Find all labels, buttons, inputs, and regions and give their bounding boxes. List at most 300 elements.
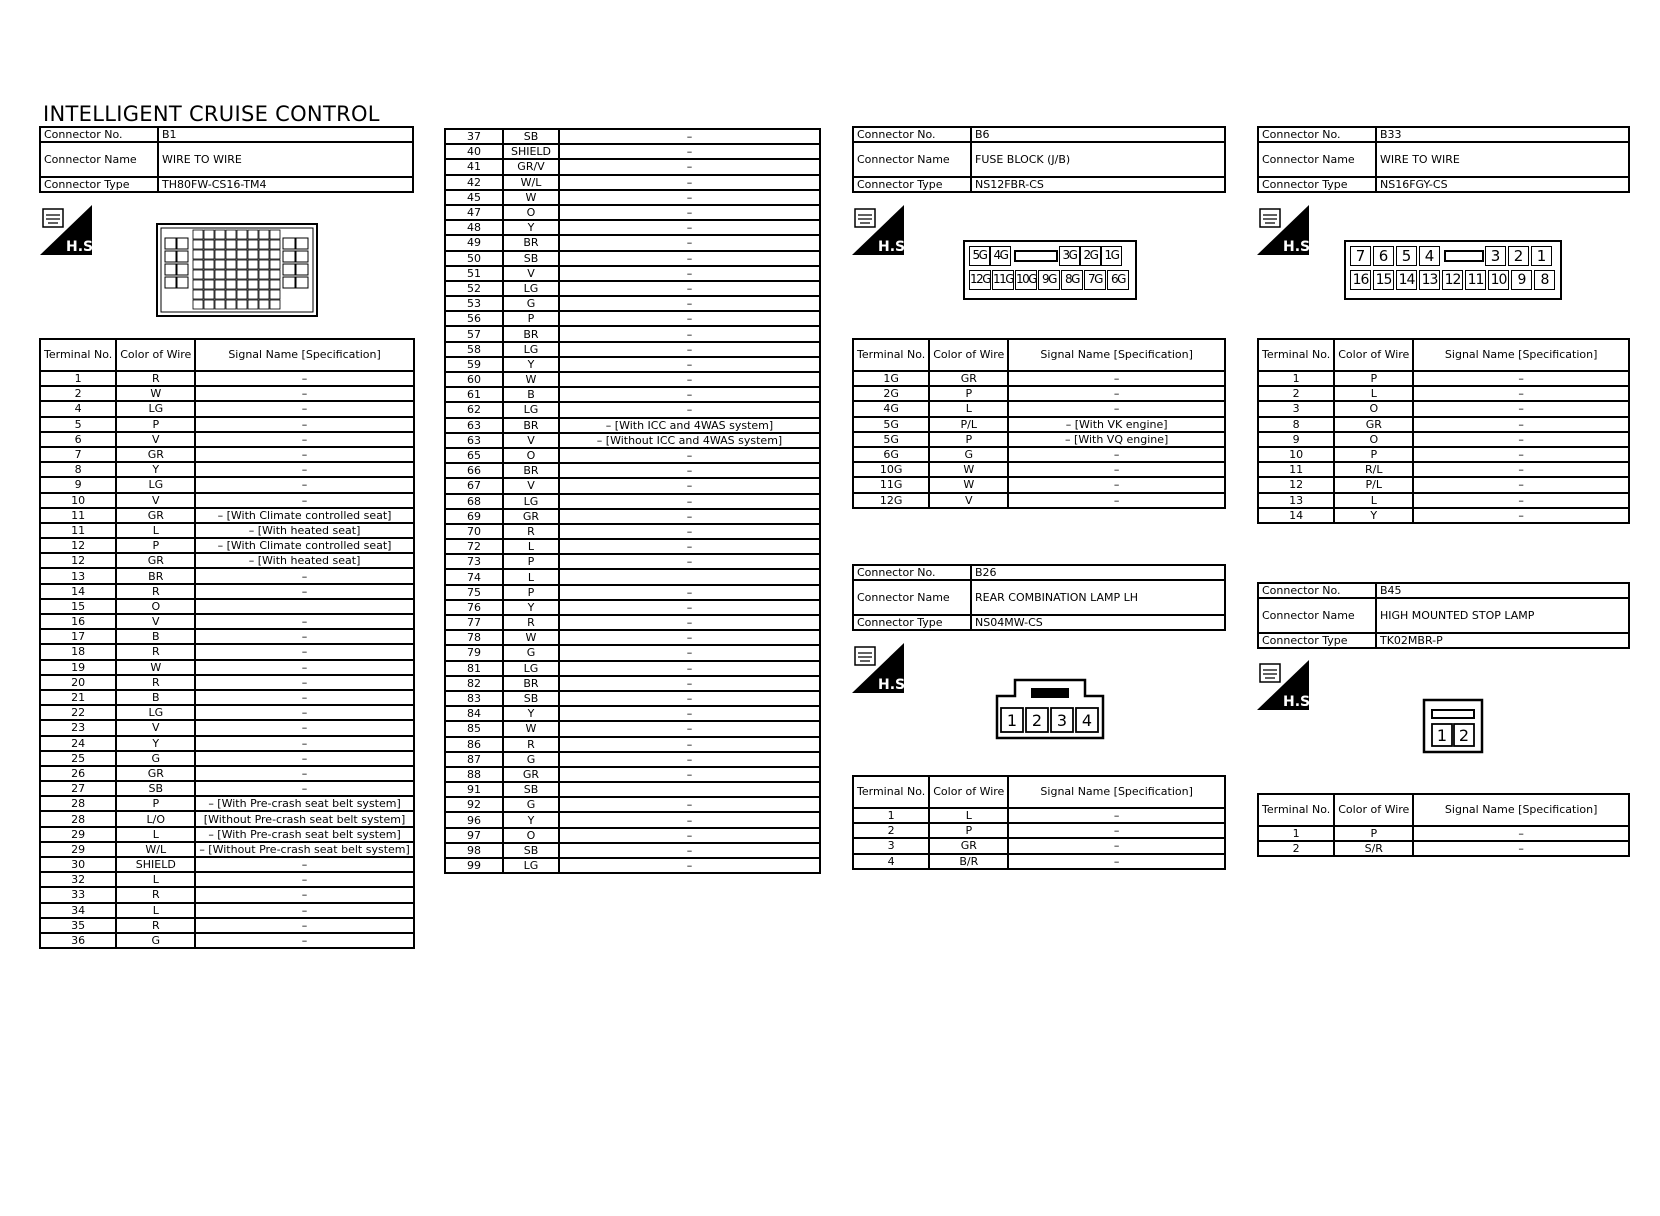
pin-cavity [270,240,280,249]
signal-name: – [559,737,820,752]
signal-name: – [1413,841,1629,856]
pin-cavity [193,300,203,309]
pin-label: 2 [1031,711,1043,730]
wire-color: L [503,539,559,554]
label-connector-no: Connector No. [853,127,971,142]
pin-label: 3 [1056,711,1068,730]
signal-name: – [195,386,413,401]
pin-cell: 16 [1350,270,1371,290]
signal-name: – [559,311,820,326]
label-connector-no: Connector No. [40,127,158,142]
pin-cell: 10G [1015,270,1037,290]
terminal-no: 5G [853,432,929,447]
terminal-row [445,767,820,782]
terminal-row [445,569,820,584]
signal-name: – [559,615,820,630]
wire-color: Y [503,600,559,615]
terminal-row [40,766,414,781]
label-connector-name: Connector Name [853,142,971,177]
header-color-of-wire: Color of Wire [929,776,1008,808]
terminal-row [40,493,414,508]
signal-name: – [559,509,820,524]
terminal-no: 4G [853,401,929,416]
signal-name: – [With Climate controlled seat] [195,538,413,553]
terminal-row [40,447,414,462]
pin-cavity [165,277,176,288]
pin-cavity [204,270,214,279]
signal-name: – [195,872,413,887]
terminal-no: 1 [853,808,929,823]
terminal-row [445,296,820,311]
terminal-no: 99 [445,858,503,873]
pin-cavity [226,290,236,299]
terminal-no: 76 [445,600,503,615]
pin-cavity [204,280,214,289]
terminal-no: 56 [445,311,503,326]
signal-name: – [195,720,413,735]
terminal-no: 25 [40,751,116,766]
pin-cell: 11 [1465,270,1486,290]
terminal-row [40,614,414,629]
wire-color: LG [116,705,195,720]
terminal-row [445,235,820,250]
terminal-no: 35 [40,918,116,933]
terminal-no: 81 [445,661,503,676]
pin-cavity [226,230,236,239]
wire-color: O [503,205,559,220]
pin-label: 2 [1458,726,1470,745]
terminal-no: 45 [445,190,503,205]
terminal-no: 19 [40,660,116,675]
terminal-row [1258,841,1629,856]
label-connector-no: Connector No. [853,565,971,580]
wire-color: O [1334,432,1413,447]
pin-cavity [296,251,308,262]
signal-name: – [With ICC and 4WAS system] [559,418,820,433]
wire-color: P [116,796,195,811]
terminal-no: 47 [445,205,503,220]
signal-name: – [559,159,820,174]
pin-cavity [248,260,258,269]
signal-name: – [With heated seat] [195,553,413,568]
terminal-row [1258,826,1629,841]
terminal-no: 3 [1258,401,1334,416]
wire-color: GR [116,508,195,523]
terminal-row [445,357,820,372]
b1-terminal-table-1 [39,338,415,949]
label-connector-no: Connector No. [1258,127,1376,142]
b1-terminal-table-2 [444,128,821,874]
terminal-row [445,372,820,387]
terminal-row [445,494,820,509]
wire-color: GR [116,447,195,462]
label-connector-type: Connector Type [853,177,971,192]
pin-cavity [177,238,188,249]
b33-connector-face [1344,240,1562,300]
signal-name: – [559,326,820,341]
terminal-no: 36 [40,933,116,948]
terminal-row [40,811,414,826]
terminal-no: 27 [40,781,116,796]
pin-cavity [283,277,295,288]
terminal-no: 79 [445,645,503,660]
wire-color: R [116,887,195,902]
wire-color: GR [929,371,1008,386]
signal-name: – [559,539,820,554]
pin-cavity [283,238,295,249]
pin-cell: 1G [1101,246,1122,266]
terminal-row [1258,508,1629,523]
signal-name [195,599,413,614]
pin-cavity [165,264,176,275]
pin-cell: 9 [1511,270,1532,290]
pin-cell: 9G [1038,270,1060,290]
pin-cell: 15 [1373,270,1394,290]
signal-name: – [195,493,413,508]
pin-cavity [296,238,308,249]
signal-name: – [195,675,413,690]
signal-name: – [1413,462,1629,477]
signal-name: – [195,447,413,462]
terminal-row [445,326,820,341]
hs-label: H.S. [878,677,911,693]
pin-cavity [215,290,225,299]
signal-name: – [With Pre-crash seat belt system] [195,796,413,811]
b26-connector-name: REAR COMBINATION LAMP LH [971,580,1225,615]
wire-color: Y [116,462,195,477]
pin-label: 1 [1436,726,1448,745]
wire-color: Y [503,357,559,372]
terminal-row [40,903,414,918]
terminal-no: 22 [40,705,116,720]
terminal-row [853,417,1225,432]
pin-cavity [237,300,247,309]
terminal-row [853,401,1225,416]
pin-cell: 7G [1084,270,1106,290]
terminal-no: 8 [1258,417,1334,432]
header-terminal-no: Terminal No. [1258,794,1334,826]
b26-connector-face [995,678,1105,740]
wire-color: R [116,644,195,659]
pin-cavity [204,230,214,239]
terminal-row [853,838,1225,853]
terminal-no: 11 [1258,462,1334,477]
label-connector-type: Connector Type [1258,177,1376,192]
wire-color: W [503,630,559,645]
terminal-row [40,857,414,872]
wire-color: BR [116,568,195,583]
terminal-row [445,190,820,205]
pin-cavity [237,260,247,269]
pin-cavity [226,260,236,269]
terminal-row [445,812,820,827]
pin-cavity [215,300,225,309]
terminal-row [445,600,820,615]
terminal-row [40,401,414,416]
terminal-no: 2 [1258,386,1334,401]
signal-name: – [559,144,820,159]
wire-color: LG [503,342,559,357]
terminal-row [445,387,820,402]
terminal-no: 87 [445,752,503,767]
signal-name: – [1008,477,1225,492]
pin-cavity [296,277,308,288]
terminal-no: 50 [445,251,503,266]
pin-cavity [165,251,176,262]
page-title: INTELLIGENT CRUISE CONTROL [43,102,380,126]
pin-cavity [259,230,269,239]
signal-name: – [1413,826,1629,841]
pin-cavity [226,240,236,249]
wire-color: Y [503,812,559,827]
wire-color: P [116,538,195,553]
terminal-row [40,538,414,553]
pin-cavity [270,230,280,239]
terminal-row [40,842,414,857]
terminal-no: 2 [1258,841,1334,856]
b45-connector-type: TK02MBR-P [1376,633,1629,648]
pin-cell: 13 [1419,270,1440,290]
pin-cavity [283,264,295,275]
terminal-no: 86 [445,737,503,752]
wire-color: R [503,524,559,539]
terminal-row [40,644,414,659]
terminal-row [853,823,1225,838]
terminal-row [445,144,820,159]
label-connector-type: Connector Type [853,615,971,630]
header-color-of-wire: Color of Wire [1334,339,1413,371]
signal-name: – [559,721,820,736]
terminal-row [445,281,820,296]
terminal-row [445,402,820,417]
wire-color: B [503,387,559,402]
terminal-row [1258,371,1629,386]
signal-name: – [195,401,413,416]
signal-name: – [195,857,413,872]
wire-color: P [503,554,559,569]
b1-connector-no: B1 [158,127,413,142]
terminal-no: 98 [445,843,503,858]
signal-name: – [1413,371,1629,386]
terminal-no: 91 [445,782,503,797]
terminal-no: 49 [445,235,503,250]
wire-color: L [116,903,195,918]
signal-name: – [559,812,820,827]
pin-cell: 14 [1396,270,1417,290]
signal-name: – [195,477,413,492]
pin-cavity [215,260,225,269]
terminal-row [445,539,820,554]
terminal-row [445,251,820,266]
terminal-row [40,781,414,796]
hs-label: H.S. [66,239,99,255]
terminal-no: 40 [445,144,503,159]
terminal-row [40,720,414,735]
b1-connector-type: TH80FW-CS16-TM4 [158,177,413,192]
wire-color: LG [503,281,559,296]
signal-name: – [559,266,820,281]
signal-name: – [With VQ engine] [1008,432,1225,447]
wire-color: L/O [116,811,195,826]
terminal-no: 20 [40,675,116,690]
terminal-row [853,477,1225,492]
signal-name: – [1008,386,1225,401]
signal-name: – [559,190,820,205]
b33-connector-info [1257,126,1630,193]
terminal-no: 6 [40,432,116,447]
signal-name: – [195,736,413,751]
terminal-row [445,129,820,144]
b6-connector-type: NS12FBR-CS [971,177,1225,192]
terminal-row [40,918,414,933]
pin-cell: 5G [969,246,990,266]
terminal-no: 51 [445,266,503,281]
terminal-row [445,524,820,539]
terminal-row [445,433,820,448]
wire-color: G [929,447,1008,462]
pin-cavity [248,300,258,309]
terminal-no: 1 [40,371,116,386]
signal-name: – [1008,401,1225,416]
terminal-row [445,797,820,812]
terminal-no: 63 [445,418,503,433]
header-color-of-wire: Color of Wire [929,339,1008,371]
terminal-no: 60 [445,372,503,387]
wire-color: P/L [1334,477,1413,492]
pin-cavity [215,240,225,249]
terminal-row [445,342,820,357]
label-connector-name: Connector Name [1258,142,1376,177]
terminal-row [853,854,1225,869]
pin-cell: 6 [1373,246,1394,266]
terminal-no: 12 [40,553,116,568]
pin-cell: 10 [1488,270,1509,290]
signal-name: – [195,660,413,675]
terminal-no: 66 [445,463,503,478]
signal-name: – [559,478,820,493]
header-color-of-wire: Color of Wire [116,339,195,371]
signal-name: – [1413,417,1629,432]
pin-cavity [259,270,269,279]
terminal-no: 82 [445,676,503,691]
terminal-no: 13 [1258,493,1334,508]
signal-name: – [559,554,820,569]
pin-cell: 3 [1485,246,1506,266]
terminal-row [40,386,414,401]
wire-color: G [116,933,195,948]
signal-name: – [195,705,413,720]
pin-cavity [204,290,214,299]
terminal-no: 5 [40,417,116,432]
signal-name: – [195,629,413,644]
terminal-row [445,782,820,797]
signal-name: – [559,357,820,372]
pin-cavity [259,240,269,249]
pin-label: 4 [1081,711,1093,730]
pin-cavity [193,250,203,259]
pin-cavity [237,250,247,259]
label-connector-type: Connector Type [40,177,158,192]
pin-cavity [259,250,269,259]
terminal-no: 8 [40,462,116,477]
wire-color: B [116,690,195,705]
terminal-row [445,554,820,569]
wire-color: P [1334,447,1413,462]
pin-cavity [215,280,225,289]
wire-color: SB [503,691,559,706]
signal-name: – [195,371,413,386]
terminal-row [445,843,820,858]
terminal-row [445,448,820,463]
signal-name: – [195,417,413,432]
wire-color: L [116,872,195,887]
signal-name [559,782,820,797]
terminal-no: 21 [40,690,116,705]
terminal-row [445,159,820,174]
terminal-row [1258,432,1629,447]
wire-color: S/R [1334,841,1413,856]
signal-name: [Without Pre-crash seat belt system] [195,811,413,826]
signal-name: – [559,281,820,296]
terminal-row [445,676,820,691]
b1-connector-face [155,220,320,320]
wire-color: R [503,615,559,630]
pin-cavity [193,270,203,279]
terminal-row [445,266,820,281]
b33-connector-name: WIRE TO WIRE [1376,142,1629,177]
signal-name: – [1413,493,1629,508]
wire-color: B [116,629,195,644]
b45-terminal-table [1257,793,1630,857]
wire-color: G [503,645,559,660]
terminal-row [40,508,414,523]
pin-cell: 4 [1419,246,1440,266]
terminal-no: 28 [40,811,116,826]
pin-cavity [270,300,280,309]
signal-name: – [195,903,413,918]
pin-cavity [248,250,258,259]
label-connector-name: Connector Name [40,142,158,177]
terminal-no: 4 [853,854,929,869]
terminal-no: 15 [40,599,116,614]
header-signal-name: Signal Name [Specification] [1008,339,1225,371]
terminal-no: 65 [445,448,503,463]
b33-terminal-table [1257,338,1630,524]
signal-name: – [195,766,413,781]
terminal-no: 14 [40,584,116,599]
signal-name: – [559,828,820,843]
signal-name: – [559,235,820,250]
signal-name: – [559,372,820,387]
header-terminal-no: Terminal No. [853,776,929,808]
wire-color: GR [503,767,559,782]
terminal-no: 70 [445,524,503,539]
terminal-no: 48 [445,220,503,235]
wire-color: BR [503,463,559,478]
terminal-row [445,661,820,676]
terminal-no: 68 [445,494,503,509]
wire-color: V [116,720,195,735]
pin-cavity [259,290,269,299]
signal-name: – [195,781,413,796]
terminal-no: 11G [853,477,929,492]
wire-color: GR/V [503,159,559,174]
terminal-row [445,463,820,478]
signal-name: – [1008,493,1225,508]
pin-cavity [283,251,295,262]
terminal-row [445,721,820,736]
wire-color: LG [503,494,559,509]
